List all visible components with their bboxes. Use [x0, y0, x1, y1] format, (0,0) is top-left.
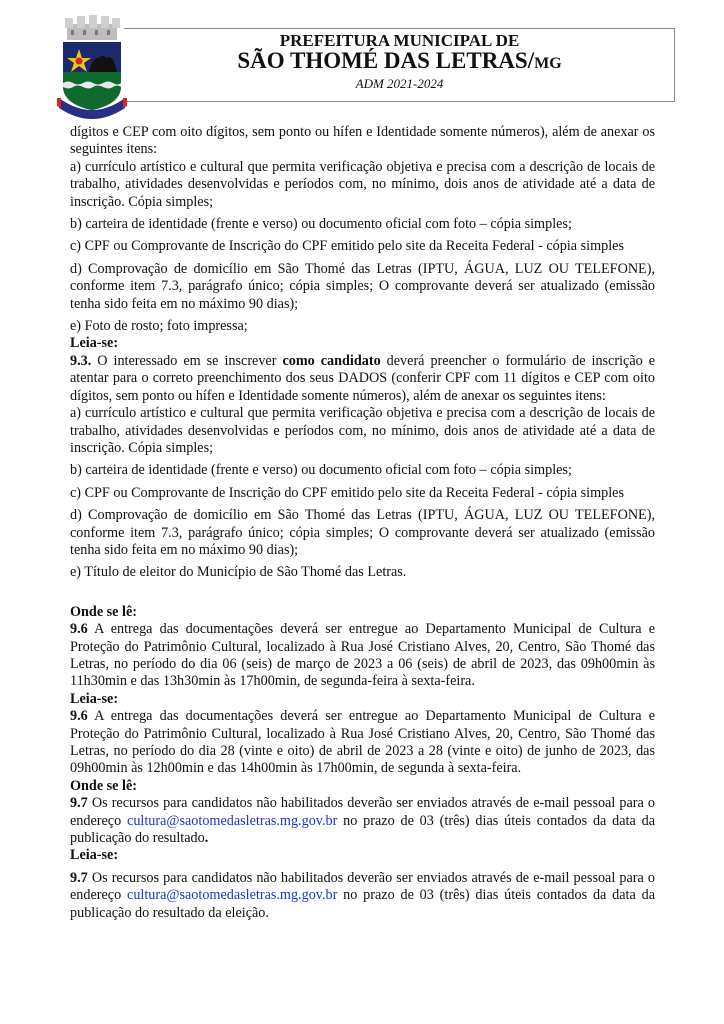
- heading-leia-se: Leia-se:: [70, 335, 119, 352]
- item-d: d) Comprovação de domicílio em São Thomé das Letras (IPTU, ÁGUA, LUZ OU TELEFONE), conforme item 7.3, parágrafo único; cópia simples; O comprovante deverá ser atualizado (emissão tenha sido feita em no máximo 90 dias);: [70, 260, 655, 312]
- clause-number: 9.7: [70, 869, 88, 886]
- heading-leia-se: Leia-se:: [70, 847, 119, 864]
- clause-text-cont: no prazo de 03 (três) dias úteis contados da data da publicação do resultado da eleição.: [70, 887, 655, 921]
- paragraph-intro-continuation: dígitos e CEP com oito dígitos, sem ponto ou hífen e Identidade somente números), além de anexar os seguintes itens:: [70, 124, 655, 158]
- header-state: MG: [534, 55, 562, 72]
- heading-onde-se-le: Onde se lê:: [70, 777, 137, 794]
- document-body: [70, 124, 655, 922]
- item-e: e) Foto de rosto; foto impressa;: [70, 318, 248, 335]
- clause-9-6-old: [70, 621, 655, 691]
- email-link[interactable]: cultura@saotomedasletras.mg.gov.br: [127, 812, 338, 829]
- clause-9-6-new: [70, 708, 655, 778]
- clause-text: A entrega das documentações deverá ser entregue ao Departamento Municipal de Cultura e Proteção do Patrimônio Cultural, localizado à Rua José Cristiano Alves, 20, Centro, São Thomé das Letras, no período do dia 06 (seis) de março de 2023 a 06 (seis) de abril de 2023, das 09h00min às 11h30min e das 13h30min às 17h00min, de segunda-feira à sexta-feira.: [70, 621, 655, 690]
- crown-icon: [65, 15, 120, 40]
- clause-text-cont: deverá preencher o formulário de inscrição e atentar para o correto preenchimento dos seus DADOS (conferir CPF com 11 dígitos e CEP com oito dígitos, sem ponto ou hífen e Identidade somente números), além de anexar os seguintes itens:: [70, 352, 655, 404]
- clause-number: 9.6: [70, 708, 88, 725]
- clause-number: 9.3.: [70, 352, 92, 369]
- item-a: a) currículo artístico e cultural que permita verificação objetiva e precisa com a descrição de locais de trabalho, atividades desenvolvidas e períodos com, no mínimo, dois anos de atividade até a data de inscrição. Cópia simples;: [70, 405, 655, 456]
- header-prefeitura: PREFEITURA MUNICIPAL DE: [279, 31, 520, 50]
- email-link[interactable]: cultura@saotomedasletras.mg.gov.br: [127, 887, 338, 904]
- item-c: c) CPF ou Comprovante de Inscrição do CPF emitido pelo site da Receita Federal - cópia simples: [70, 484, 624, 501]
- clause-text: O interessado em se inscrever: [91, 352, 283, 369]
- item-e: e) Título de eleitor do Município de São Thomé das Letras.: [70, 564, 407, 581]
- clause-end-period: .: [204, 830, 209, 847]
- item-a: a) currículo artístico e cultural que permita verificação objetiva e precisa com a descrição de locais de trabalho, atividades desenvolvidas e períodos com, no mínimo, dois anos de atividade até a data de inscrição. Cópia simples;: [70, 158, 655, 210]
- clause-text: Os recursos para candidatos não habilitados deverão ser enviados através de e-mail pessoal para o endereço: [70, 869, 655, 904]
- clause-9-7-old: [70, 795, 655, 847]
- item-c: c) CPF ou Comprovante de Inscrição do CPF emitido pelo site da Receita Federal - cópia simples: [70, 238, 624, 255]
- header-city-name: SÃO THOMÉ DAS LETRAS/: [237, 48, 535, 73]
- header-city: [124, 48, 675, 74]
- clause-text: A entrega das documentações deverá ser entregue ao Departamento Municipal de Cultura e Proteção do Patrimônio Cultural, localizado à Rua José Cristiano Alves, 20, Centro, São Thomé das Letras, no período do dia 28 (vinte e oito) de abril de 2023 a 28 (vinte e oito) de junho de 2023, das 09h00min às 12h00min e das 14h00min às 17h00min, de segunda à sexta-feira.: [70, 708, 655, 777]
- coat-of-arms-logo: [57, 14, 127, 120]
- item-d: d) Comprovação de domicílio em São Thomé das Letras (IPTU, ÁGUA, LUZ OU TELEFONE), conforme item 7.3, parágrafo único; cópia simples; O comprovante deverá ser atualizado (emissão tenha sido feita em no máximo 90 dias);: [70, 507, 655, 558]
- item-b: b) carteira de identidade (frente e verso) ou documento oficial com foto – cópia simples;: [70, 216, 572, 233]
- clause-9-7-new: [70, 870, 655, 922]
- heading-leia-se: Leia-se:: [70, 690, 119, 707]
- clause-number: 9.7: [70, 795, 88, 812]
- clause-text: Os recursos para candidatos não habilitados deverão ser enviados através de e-mail pessoal para o endereço: [70, 795, 655, 829]
- heading-onde-se-le: Onde se lê:: [70, 603, 137, 620]
- clause-bold-text: como candidato: [282, 352, 381, 369]
- clause-9-3: [70, 353, 655, 405]
- clause-text-cont: no prazo de 03 (três) dias úteis contados da data da publicação do resultado: [70, 812, 655, 847]
- item-b: b) carteira de identidade (frente e verso) ou documento oficial com foto – cópia simples;: [70, 462, 572, 479]
- header-administration: ADM 2021-2024: [355, 76, 444, 91]
- clause-number: 9.6: [70, 621, 88, 638]
